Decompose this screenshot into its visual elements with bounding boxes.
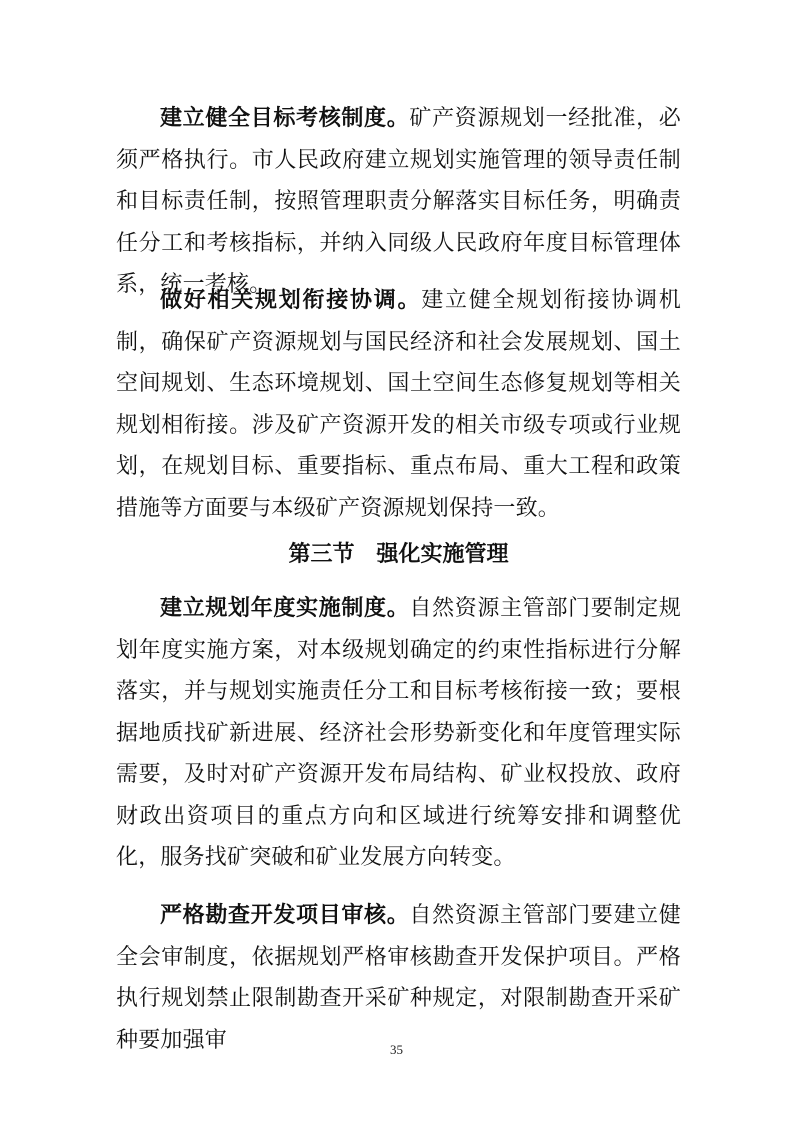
section-heading — [116, 534, 681, 576]
paragraph-body: 自然资源主管部门要建立健全会审制度，依据规划严格审核勘查开发保护项目。严格执行规划禁止限制勘查开采矿种规定，对限制勘查开采矿种要加强审 — [116, 903, 682, 1053]
paragraph-plan-coordination — [116, 280, 681, 529]
paragraph-project-review — [116, 895, 681, 1061]
paragraph-lead: 建立健全目标考核制度。 — [160, 106, 410, 131]
section-number: 第三节 — [288, 542, 355, 567]
paragraph-annual-implementation — [116, 588, 681, 879]
paragraph-lead: 做好相关规划衔接协调。 — [160, 288, 422, 313]
paragraph-body: 自然资源主管部门要制定规划年度实施方案，对本级规划确定的约束性指标进行分解落实，并与规划实施责任分工和目标考核衔接一致；要根据地质找矿新进展、经济社会形势新变化和年度管理实际需要，及时对矿产资源开发布局结构、矿业权投放、政府财政出资项目的重点方向和区域进行统筹安排和调整优化，服务找矿突破和矿业发展方向转变。 — [116, 596, 682, 870]
paragraph-body: 矿产资源规划一经批准，必须严格执行。市人民政府建立规划实施管理的领导责任制和目标责任制，按照管理职责分解落实目标任务，明确责任分工和考核指标，并纳入同级人民政府年度目标管理体系，统一考核。 — [116, 106, 682, 297]
paragraph-target-assessment — [116, 98, 681, 306]
section-title: 强化实施管理 — [376, 542, 509, 567]
paragraph-body: 建立健全规划衔接协调机制，确保矿产资源规划与国民经济和社会发展规划、国土空间规划、生态环境规划、国土空间生态修复规划等相关规划相衔接。涉及矿产资源开发的相关市级专项或行业规划，在规划目标、重要指标、重点布局、重大工程和政策措施等方面要与本级矿产资源规划保持一致。 — [116, 288, 682, 521]
page-number: 35 — [390, 1042, 403, 1057]
paragraph-lead: 建立规划年度实施制度。 — [160, 596, 410, 621]
paragraph-lead: 严格勘查开发项目审核。 — [160, 903, 410, 928]
